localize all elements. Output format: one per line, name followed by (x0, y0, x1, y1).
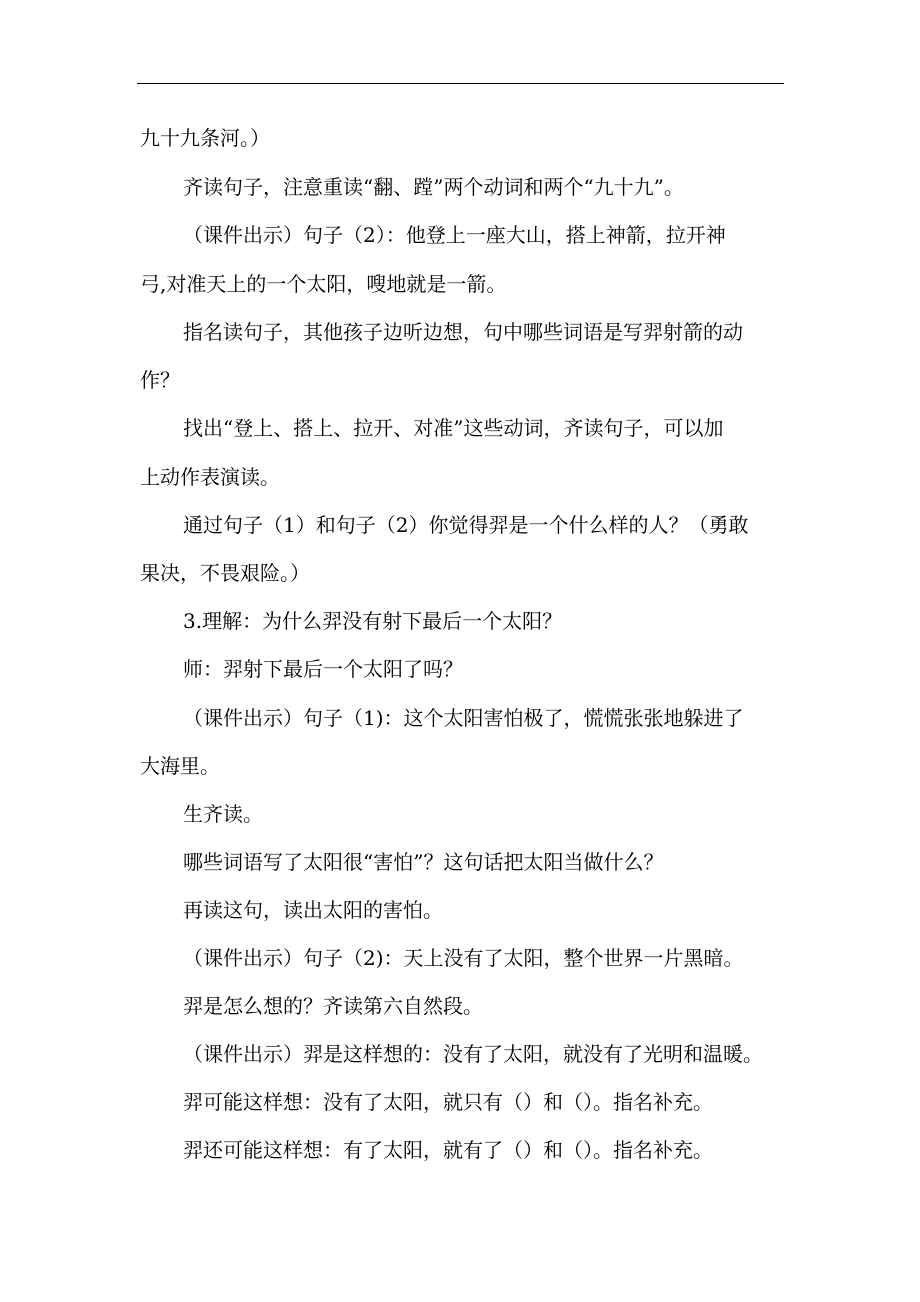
text-line: 羿可能这样想：没有了太阳，就只有（）和（）。指名补充。 (183, 1090, 713, 1114)
text-line: （课件出示）羿是这样想的：没有了太阳，就没有了光明和温暖。 (183, 1042, 763, 1066)
text-line: 指名读句子，其他孩子边听边想，句中哪些词语是写羿射箭的动 (183, 320, 743, 344)
text-line: 九十九条河。） (140, 126, 270, 150)
text-line: 羿还可能这样想：有了太阳，就有了（）和（）。指名补充。 (183, 1138, 713, 1162)
text-line: 再读这句，读出太阳的害怕。 (183, 898, 443, 922)
text-line: 羿是怎么想的？齐读第六自然段。 (183, 994, 483, 1018)
text-line: 生齐读。 (183, 802, 263, 826)
text-line: 作？ (140, 368, 180, 392)
text-line: 大海里。 (140, 754, 220, 778)
text-line: 找出“登上、搭上、拉开、对准”这些动词，齐读句子，可以加 (183, 416, 724, 440)
text-line: 弓,对准天上的一个太阳，嗖地就是一箭。 (140, 272, 507, 296)
text-line: 3.理解：为什么羿没有射下最后一个太阳？ (183, 609, 563, 633)
text-line: 哪些词语写了太阳很“害怕”？这句话把太阳当做什么？ (183, 850, 664, 874)
text-line: 通过句子（1）和句子（2）你觉得羿是一个什么样的人？（勇敢 (183, 513, 749, 537)
text-line: 果决，不畏艰险。） (140, 561, 310, 585)
text-line: （课件出示）句子（2)：天上没有了太阳，整个世界一片黑暗。 (183, 946, 744, 970)
text-line: 上动作表演读。 (140, 465, 280, 489)
header-rule (137, 83, 784, 84)
text-line: （课件出示）句子（1)：这个太阳害怕极了，慌慌张张地躲进了 (183, 706, 744, 730)
text-line: （课件出示）句子（2）：他登上一座大山，搭上神箭，拉开神 (183, 223, 726, 247)
text-line: 师：羿射下最后一个太阳了吗？ (183, 657, 463, 681)
text-line: 齐读句子，注意重读“翻、蹚”两个动词和两个“九十九”。 (183, 175, 684, 199)
